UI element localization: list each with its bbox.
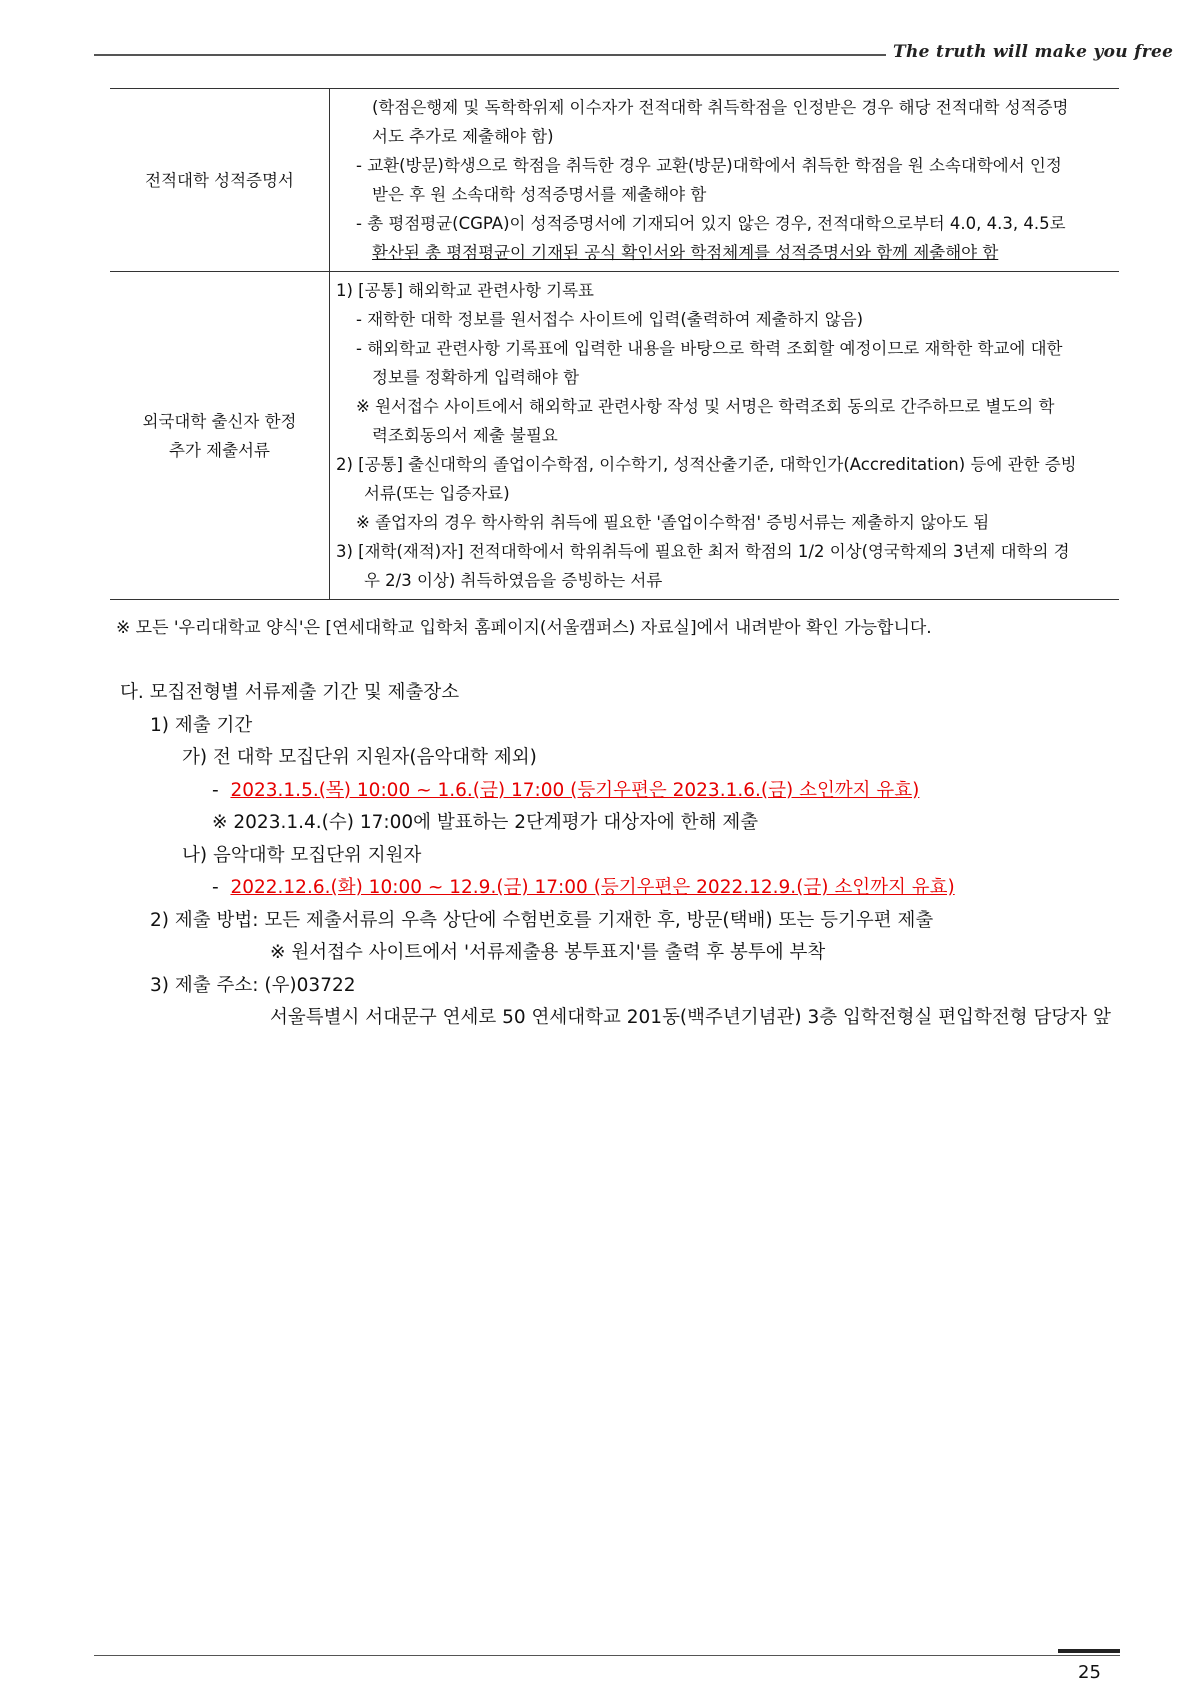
- content-line: 우 2/3 이상) 취득하였음을 증빙하는 서류: [364, 571, 663, 590]
- group-a-period: 2023.1.5.(목) 10:00 ~ 1.6.(금) 17:00 (등기우편은 2023.1.6.(금) 소인까지 유효): [230, 779, 920, 801]
- content-line: 3) [재학(재적)자] 전적대학에서 학위취득에 필요한 최저 학점의 1/2 이상(영국학제의 3년제 대학의 경: [336, 542, 1070, 561]
- period-heading: 1) 제출 기간: [150, 714, 253, 736]
- row-label-line: 전적대학 성적증명서: [145, 170, 294, 190]
- header-rule: [94, 54, 886, 56]
- group-b-period-line: [120, 872, 1140, 905]
- dash-prefix: -: [212, 779, 219, 801]
- submission-section: [120, 677, 1140, 1035]
- group-b-heading: 나) 음악대학 모집단위 지원자: [182, 844, 422, 866]
- content-line: ※ 원서접수 사이트에서 해외학교 관련사항 작성 및 서명은 학력조회 동의로 간주하므로 별도의 학: [356, 397, 1055, 416]
- content-line: 2) [공통] 출신대학의 졸업이수학점, 이수학기, 성적산출기준, 대학인가(Accreditation) 등에 관한 증빙: [336, 455, 1077, 474]
- row-label: [110, 89, 330, 272]
- documents-table: [110, 88, 1119, 600]
- content-line: 1) [공통] 해외학교 관련사항 기록표: [336, 281, 594, 300]
- footer-rule: [94, 1655, 1120, 1656]
- table-row: [110, 89, 1119, 272]
- content-line: 서류(또는 입증자료): [364, 484, 510, 503]
- submission-method: 2) 제출 방법: 모든 제출서류의 우측 상단에 수험번호를 기재한 후, 방문(택배) 또는 등기우편 제출: [150, 909, 934, 931]
- content-line: - 교환(방문)학생으로 학점을 취득한 경우 교환(방문)대학에서 취득한 학점을 원 소속대학에서 인정: [356, 156, 1062, 175]
- table-row: [110, 272, 1119, 600]
- dash-prefix: -: [212, 877, 219, 898]
- address-heading: 3) 제출 주소: (우)03722: [150, 974, 356, 996]
- group-b-period: 2022.12.6.(화) 10:00 ~ 12.9.(금) 17:00 (등기우편은 2022.12.9.(금) 소인까지 유효): [230, 877, 955, 898]
- header-motto: The truth will make you free: [893, 42, 1174, 62]
- table-footnote: ※ 모든 '우리대학교 양식'은 [연세대학교 입학처 홈페이지(서울캠퍼스) 자료실]에서 내려받아 확인 가능합니다.: [116, 618, 932, 638]
- content-line: ※ 졸업자의 경우 학사학위 취득에 필요한 '졸업이수학점' 증빙서류는 제출하지 않아도 됨: [356, 513, 990, 532]
- row-content: [330, 89, 1120, 272]
- row-content: [330, 272, 1120, 600]
- submission-address: 서울특별시 서대문구 연세로 50 연세대학교 201동(백주년기념관) 3층 입학전형실 편입학전형 담당자 앞: [270, 1007, 1111, 1028]
- content-line: - 재학한 대학 정보를 원서접수 사이트에 입력(출력하여 제출하지 않음): [356, 310, 864, 329]
- content-line: - 총 평점평균(CGPA)이 성적증명서에 기재되어 있지 않은 경우, 전적대학으로부터 4.0, 4.3, 4.5로: [356, 214, 1066, 233]
- row-label: [110, 272, 330, 600]
- content-line-underlined: 환산된 총 평점평균이 기재된 공식 확인서와 학점체계를 성적증명서와 함께 제출해야 함: [372, 243, 999, 262]
- row-label-line: 외국대학 출신자 한정: [142, 411, 297, 431]
- content-line: 력조회동의서 제출 불필요: [372, 426, 558, 445]
- content-line: 서도 추가로 제출해야 함): [372, 127, 554, 146]
- content-line: (학점은행제 및 독학학위제 이수자가 전적대학 취득학점을 인정받은 경우 해당 전적대학 성적증명: [372, 98, 1069, 117]
- content-line: - 해외학교 관련사항 기록표에 입력한 내용을 바탕으로 학력 조회할 예정이므로 재학한 학교에 대한: [356, 339, 1063, 358]
- section-title: 다. 모집전형별 서류제출 기간 및 제출장소: [120, 682, 460, 703]
- group-a-note: ※ 2023.1.4.(수) 17:00에 발표하는 2단계평가 대상자에 한해 제출: [212, 812, 759, 833]
- content-line: 정보를 정확하게 입력해야 함: [372, 368, 580, 387]
- method-note: ※ 원서접수 사이트에서 '서류제출용 봉투표지'를 출력 후 봉투에 부착: [270, 942, 826, 963]
- row-label-line: 추가 제출서류: [169, 440, 270, 460]
- footer-page-mark: [1058, 1649, 1120, 1653]
- content-line: 받은 후 원 소속대학 성적증명서를 제출해야 함: [372, 185, 707, 204]
- group-a-period-line: [120, 775, 1140, 808]
- group-a-heading: 가) 전 대학 모집단위 지원자(음악대학 제외): [182, 747, 537, 768]
- page-number: 25: [1078, 1662, 1101, 1683]
